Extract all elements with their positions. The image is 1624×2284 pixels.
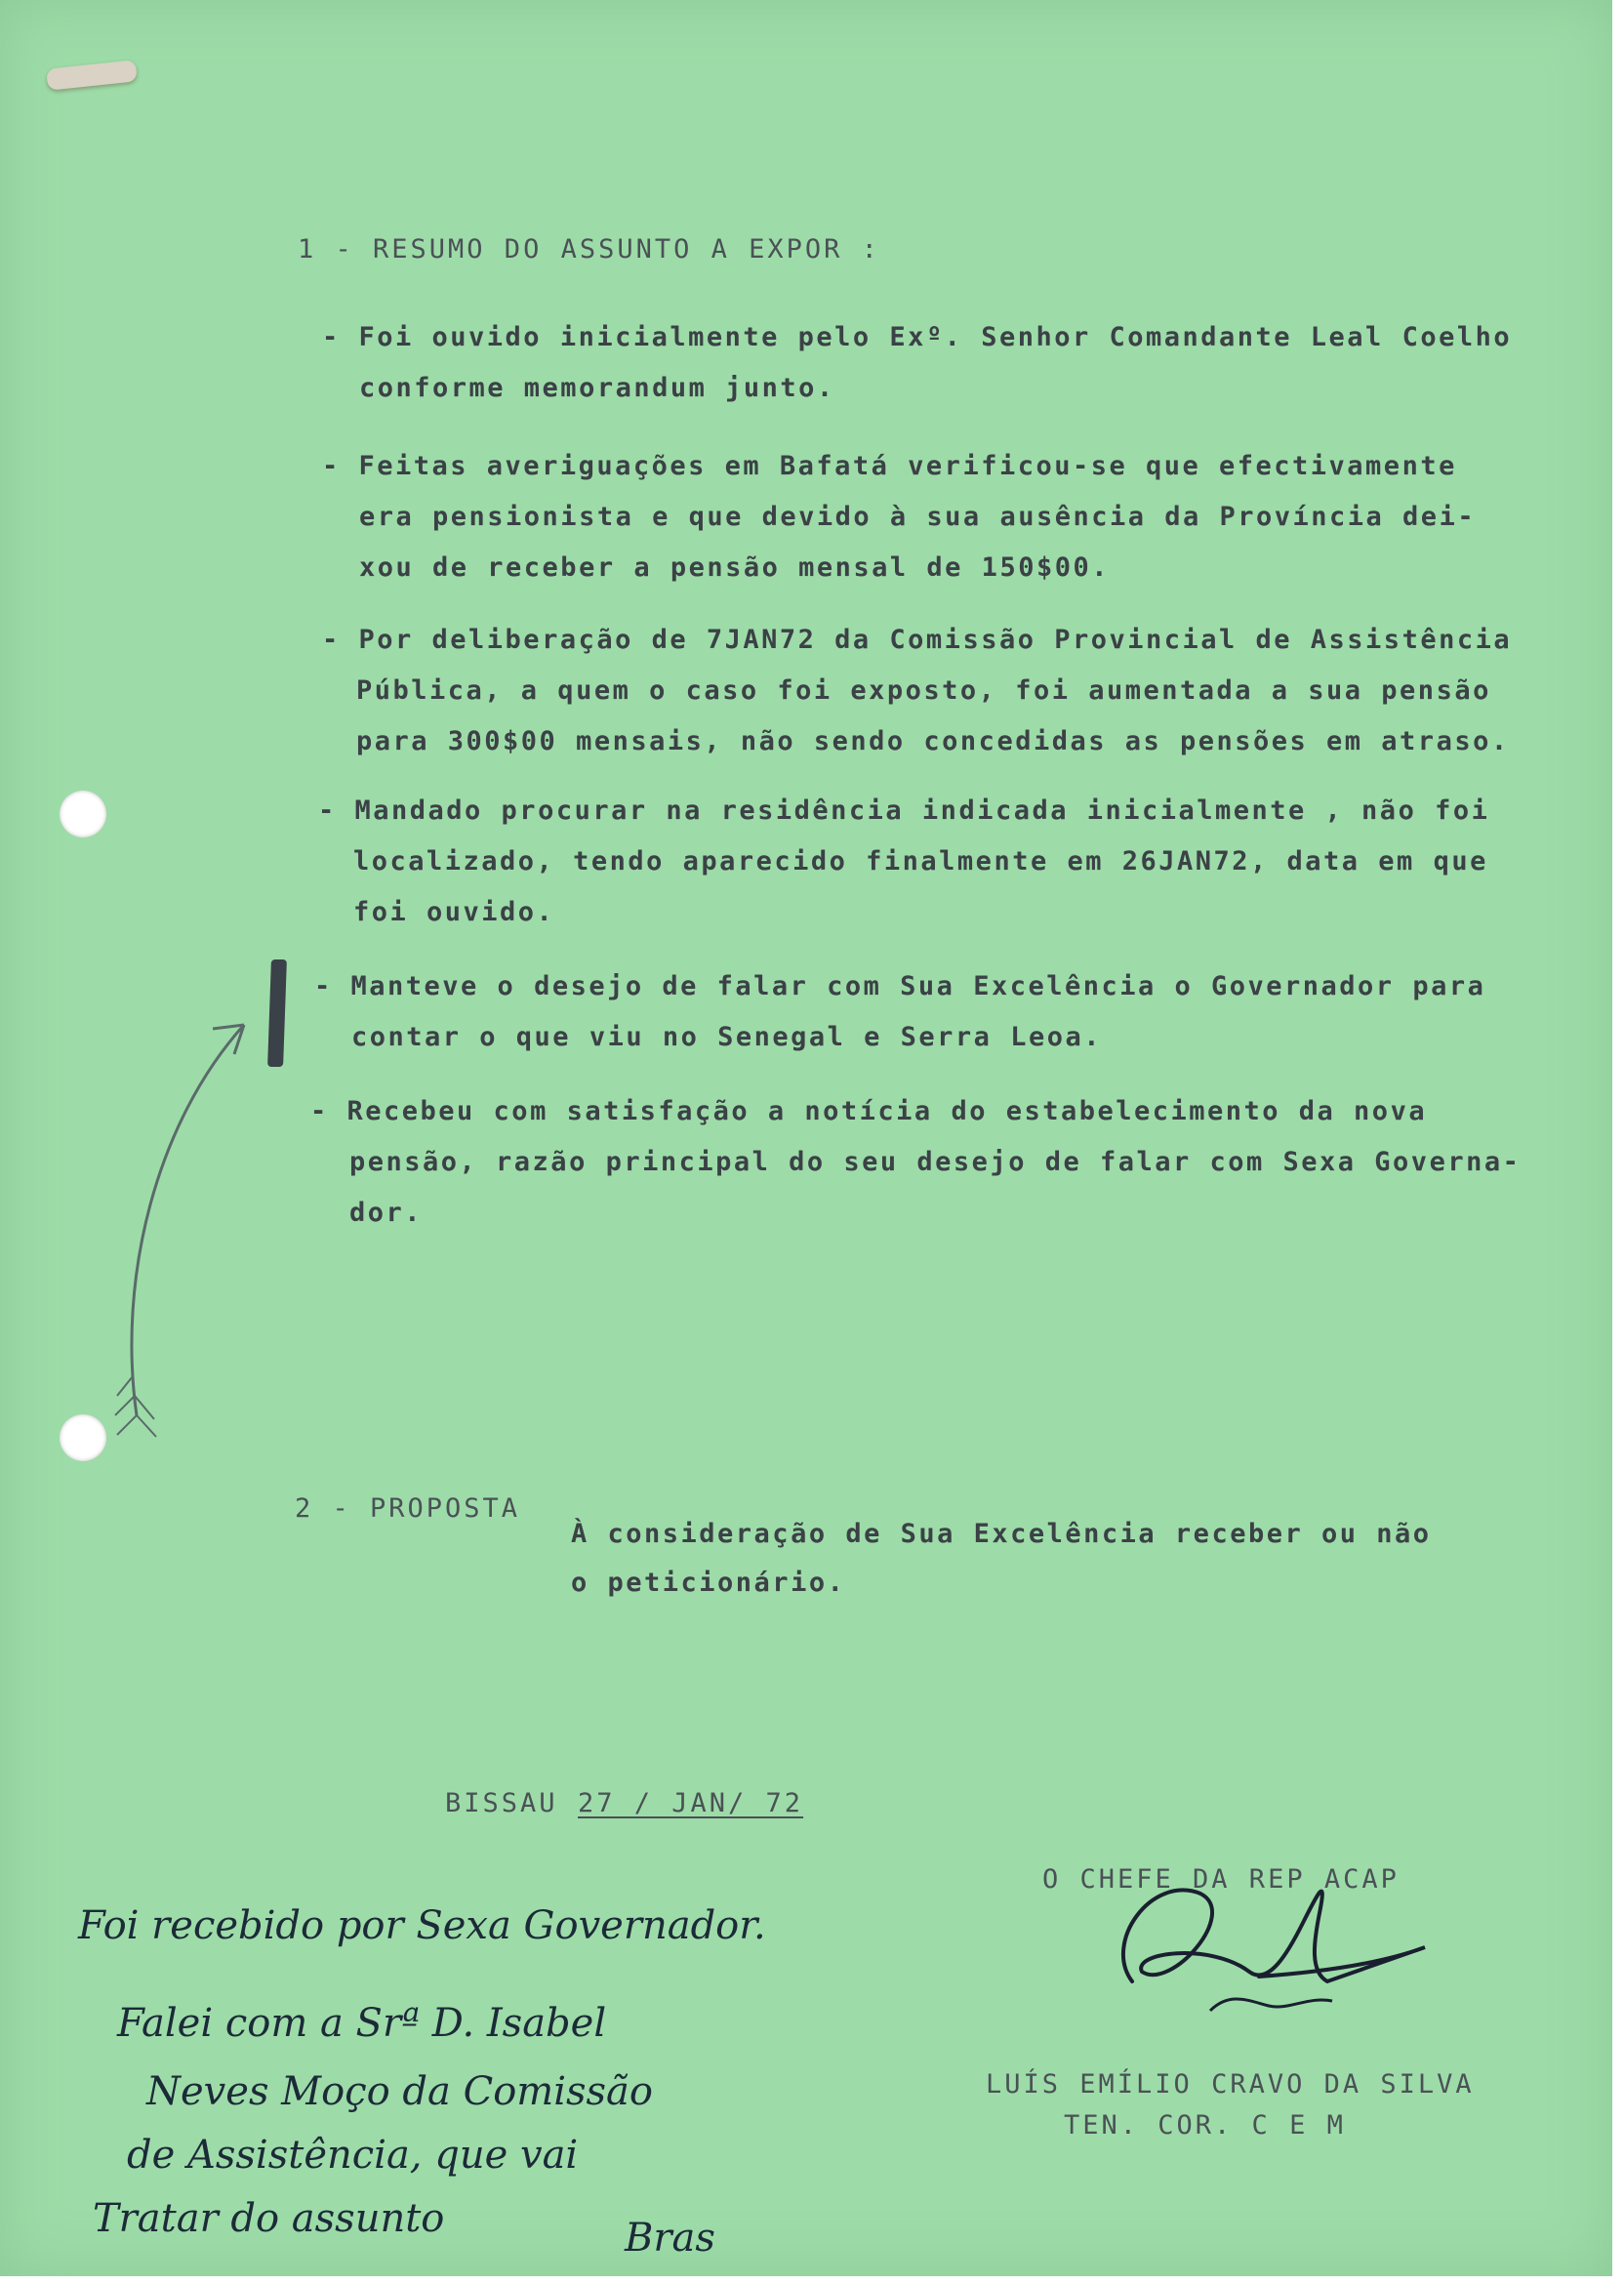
arrow-annotation (98, 986, 293, 1445)
signature-title: O CHEFE DA REP ACAP (1042, 1864, 1400, 1895)
handwritten-line: Foi recebido por Sexa Governador. (78, 1903, 766, 1948)
proposal-line: À consideração de Sua Excelência receber ou não (571, 1519, 1432, 1549)
body-line: dor. (349, 1198, 424, 1228)
handwritten-line: Neves Moço da Comissão (146, 2069, 653, 2114)
proposal-line: o peticionário. (571, 1568, 846, 1598)
body-line: - Recebeu com satisfação a notícia do estabelecimento da nova (310, 1096, 1428, 1126)
date-place: BISSAU (445, 1788, 558, 1818)
handwritten-line: Falei com a Srª D. Isabel (117, 2001, 607, 2046)
body-line: contar o que viu no Senegal e Serra Leoa. (351, 1022, 1102, 1052)
body-line: conforme memorandum junto. (359, 373, 835, 403)
staple-mark (46, 60, 138, 90)
body-line: - Foi ouvido inicialmente pelo Exº. Senhor Comandante Leal Coelho (322, 322, 1513, 352)
body-line: pensão, razão principal do seu desejo de falar com Sexa Governa- (349, 1147, 1522, 1177)
body-line: - Mandado procurar na residência indicada inicialmente , não foi (318, 795, 1490, 826)
body-line: era pensionista e que devido à sua ausência da Província dei- (359, 502, 1477, 532)
section-1-heading: 1 - RESUMO DO ASSUNTO A EXPOR : (298, 234, 880, 265)
body-line: xou de receber a pensão mensal de 150$00. (359, 552, 1110, 583)
body-line: Pública, a quem o caso foi exposto, foi aumentada a sua pensão (356, 675, 1491, 706)
section-2-heading: 2 - PROPOSTA (295, 1493, 521, 1524)
handwritten-initials: Bras (625, 2216, 715, 2261)
date-value: 27 / JAN/ 72 (578, 1788, 804, 1818)
handwritten-line: Tratar do assunto (93, 2196, 445, 2241)
handwritten-line: de Assistência, que vai (127, 2133, 579, 2178)
signature-image (1093, 1855, 1464, 2050)
body-line: para 300$00 mensais, não sendo concedidas as pensões em atraso. (356, 726, 1510, 756)
body-line: - Manteve o desejo de falar com Sua Excelência o Governador para (314, 971, 1486, 1001)
body-line: localizado, tendo aparecido finalmente em 26JAN72, data em que (353, 846, 1488, 877)
punch-hole-top (60, 791, 106, 837)
body-line: - Por deliberação de 7JAN72 da Comissão Provincial de Assistência (322, 625, 1513, 655)
body-line: foi ouvido. (353, 897, 555, 927)
body-line: - Feitas averiguações em Bafatá verificou-se que efectivamente (322, 451, 1457, 481)
signer-rank: TEN. COR. C E M (1064, 2110, 1346, 2141)
signer-name: LUÍS EMÍLIO CRAVO DA SILVA (986, 2069, 1475, 2100)
